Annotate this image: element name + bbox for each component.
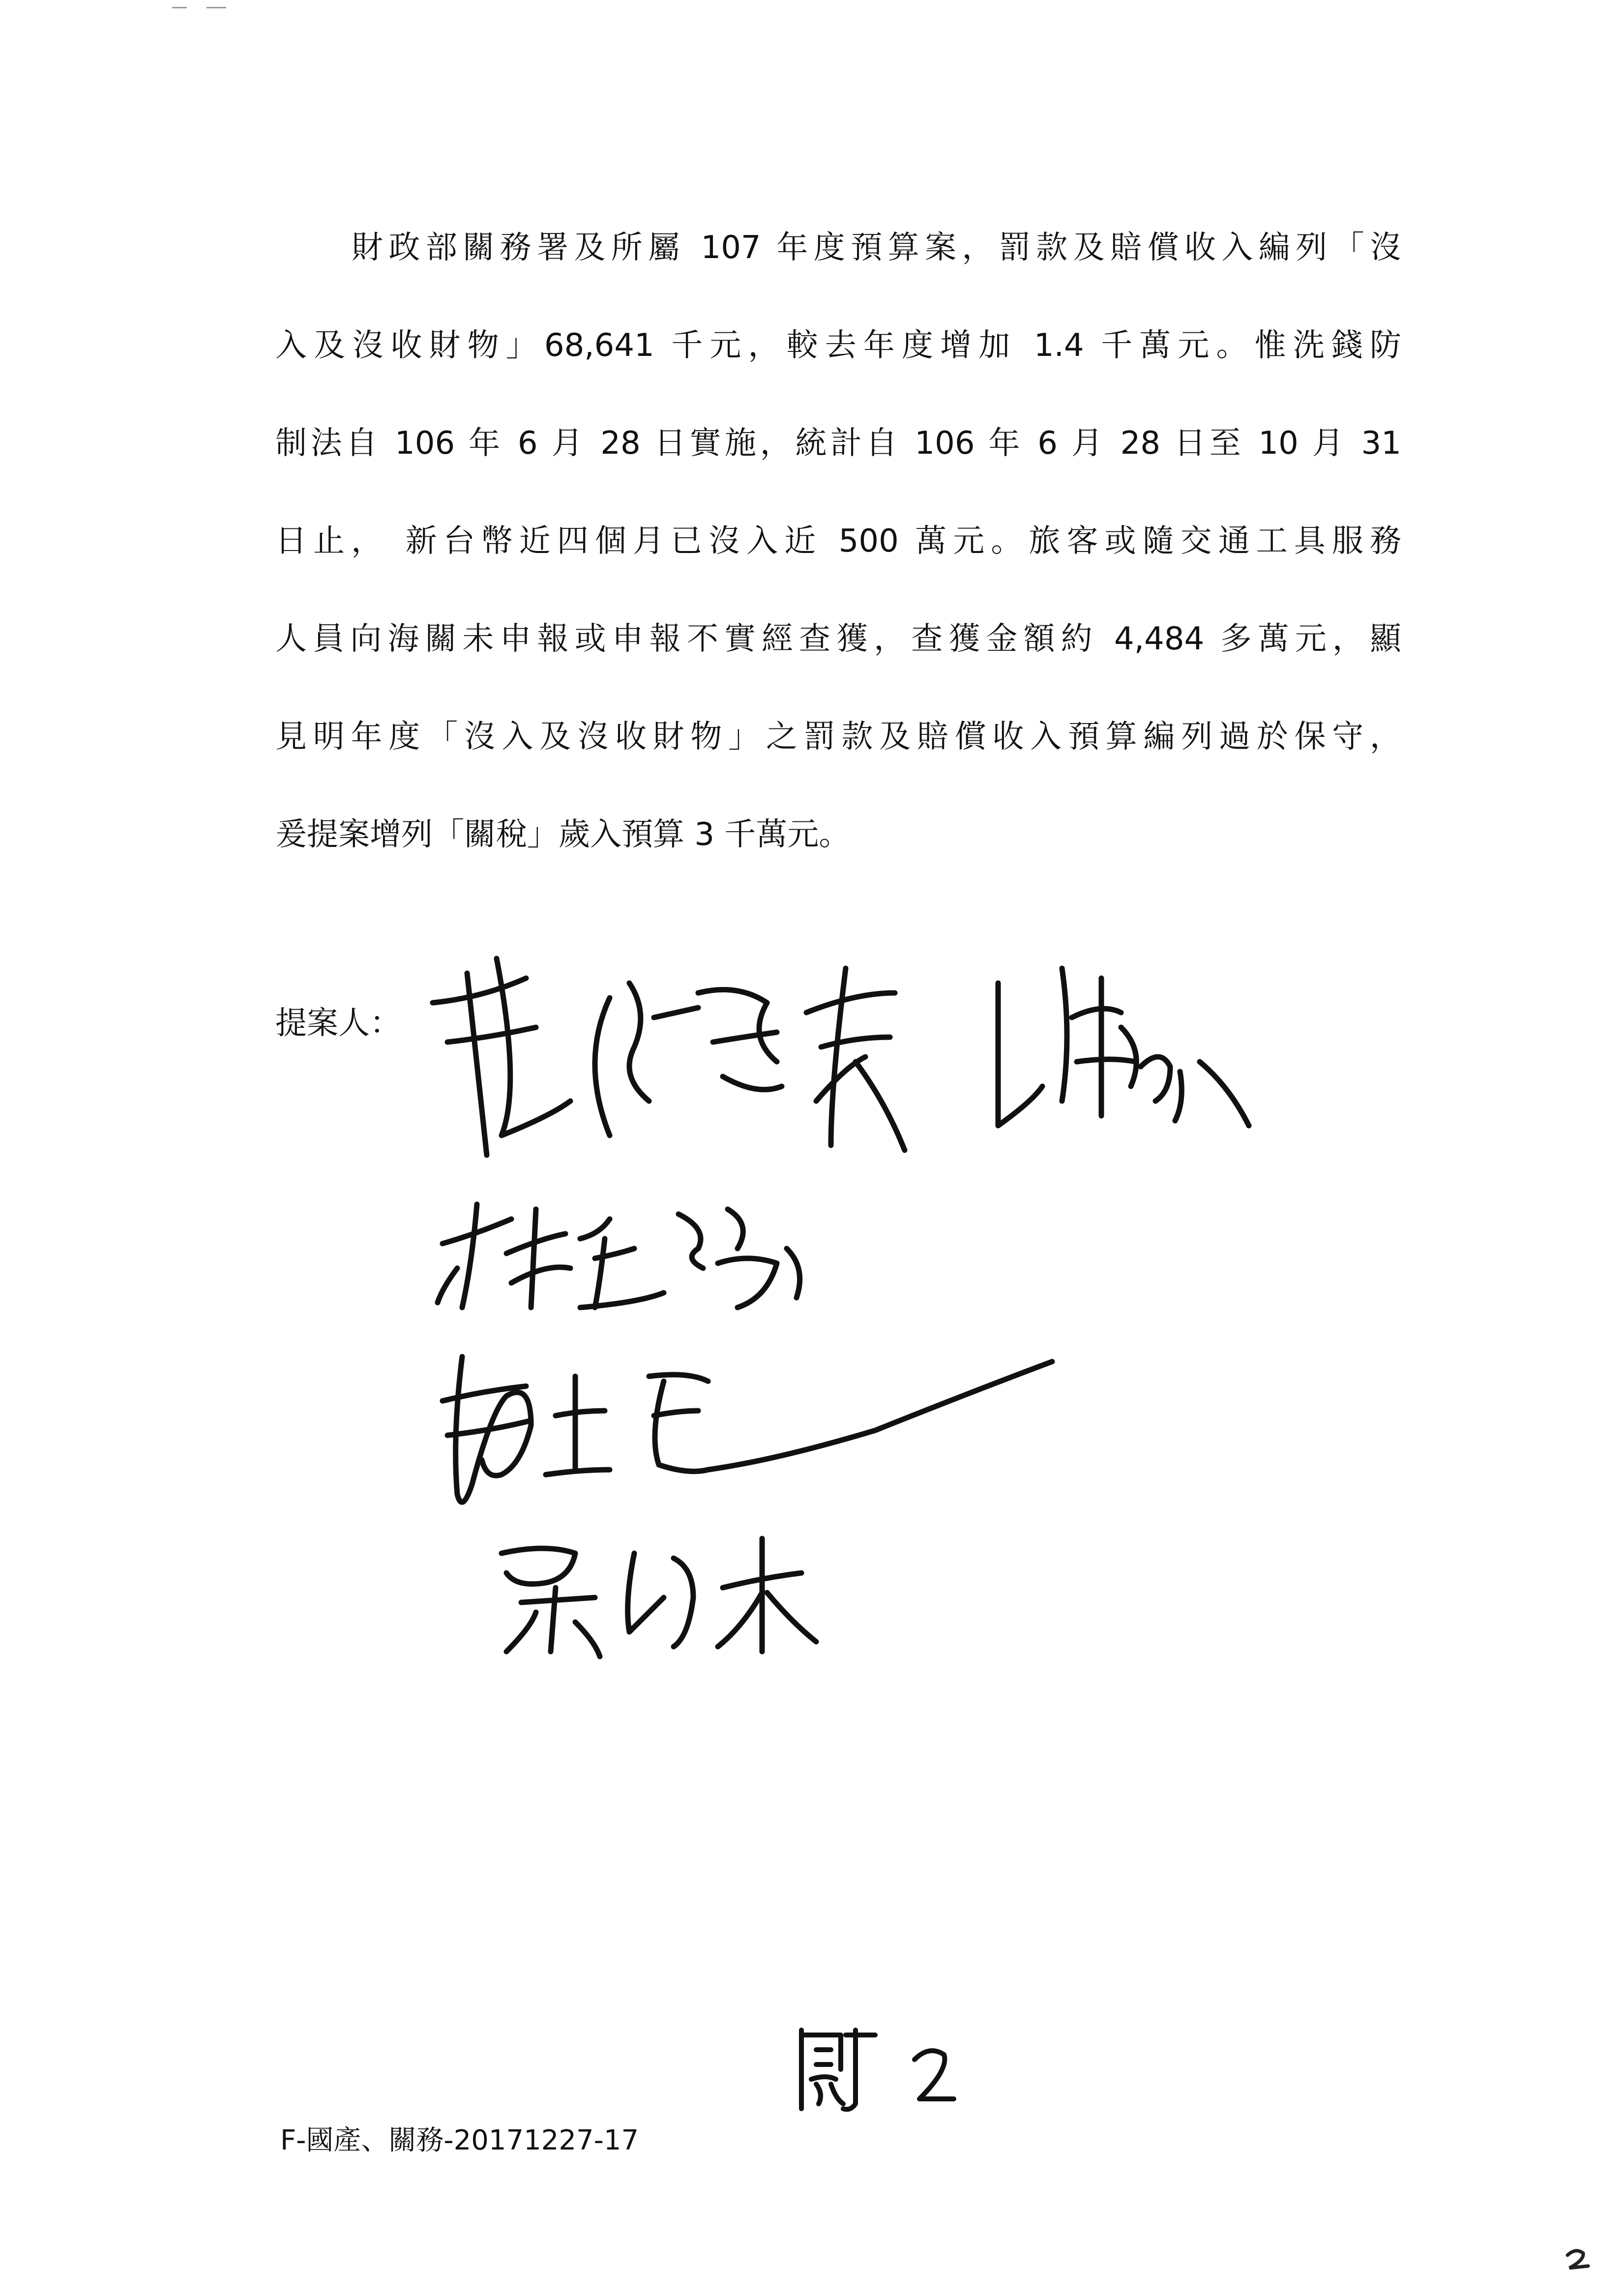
- document-code: F-國產、關務-20171227-17: [280, 2124, 639, 2156]
- proposal-body: [275, 199, 1401, 884]
- handwritten-page-number: [1564, 2246, 1593, 2271]
- body-line: 日止， 新台幣近四個月已沒入近 500 萬元。旅客或隨交通工具服務: [275, 523, 1401, 559]
- handwritten-signature-4: [487, 1529, 841, 1661]
- body-line: 人員向海關未申報或申報不實經查獲，查獲金額約 4,484 多萬元，顯: [275, 621, 1401, 657]
- body-line: 財政部關務署及所屬 107 年度預算案，罰款及賠償收入編列「沒: [352, 230, 1401, 266]
- body-line: 爰提案增列「關稅」歲入預算 3 千萬元。: [275, 816, 851, 853]
- handwritten-signature-3: [433, 1337, 1111, 1543]
- body-line: 制法自 106 年 6 月 28 日實施，統計自 106 年 6 月 28 日至 10 月 31: [275, 425, 1401, 462]
- proposer-label: 提案人：: [275, 1005, 401, 1042]
- body-line: 見明年度「沒入及沒收財物」之罰款及賠償收入預算編列過於保守，: [275, 719, 1401, 755]
- handwritten-signature-1: [423, 939, 1269, 1175]
- handwritten-signature-2: [433, 1190, 836, 1317]
- handwritten-seal-mark: [797, 2025, 964, 2114]
- scan-mark: [172, 7, 187, 8]
- scan-mark: [207, 7, 226, 8]
- body-line: 入及沒收財物」68,641 千元，較去年度增加 1.4 千萬元。惟洗錢防: [275, 327, 1401, 364]
